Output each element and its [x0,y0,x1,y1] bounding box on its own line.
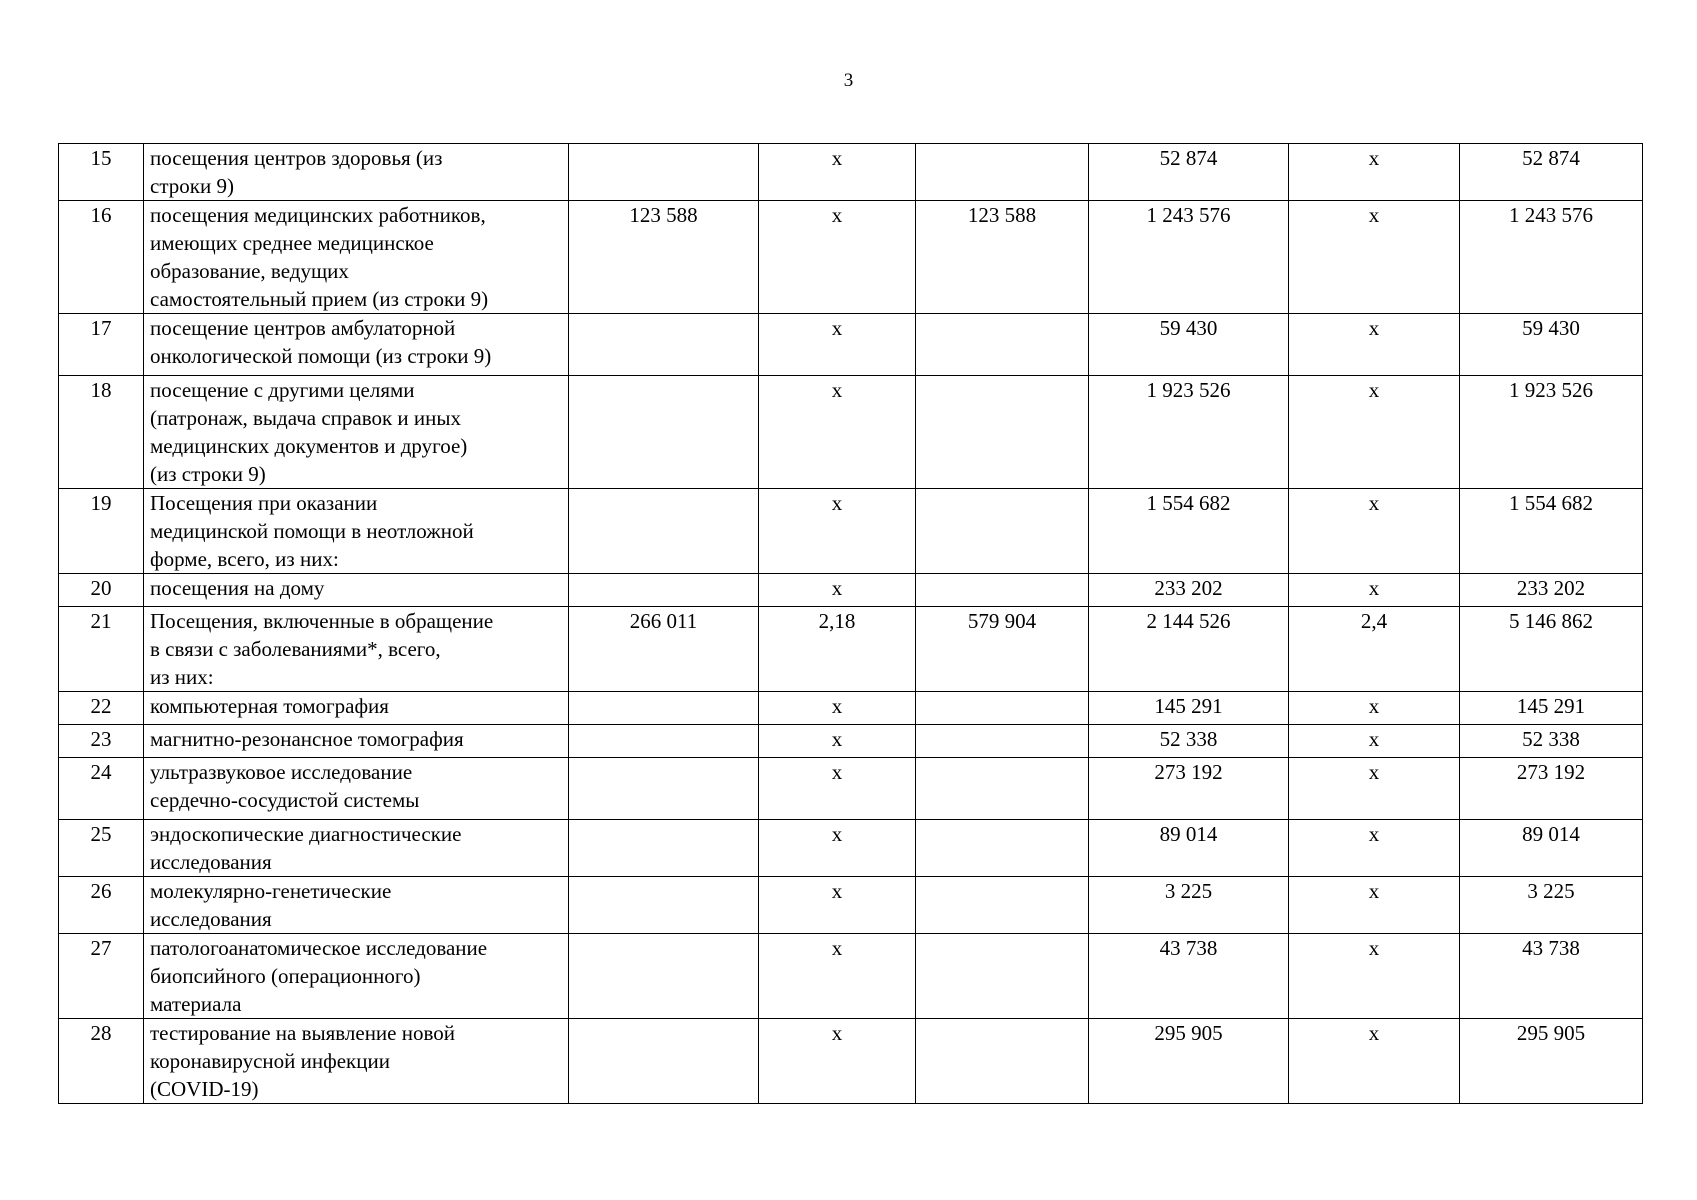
col3-value-cell-text: 123 588 [967,203,1037,227]
row-number-cell [59,376,144,489]
col3-value-cell-text: 579 904 [967,609,1037,633]
col4-value-cell [1089,725,1289,758]
col4-value-cell-text: 295 905 [1154,1021,1223,1045]
col4-value-cell [1089,574,1289,607]
row-name-cell [144,314,569,376]
table-row [59,489,1643,574]
col6-value-cell-text: 5 146 862 [1509,609,1593,633]
row-number-cell [59,607,144,692]
row-number-cell [59,574,144,607]
table-row [59,877,1643,934]
col6-value-cell-text: 3 225 [1527,879,1575,903]
col6-value-cell [1460,574,1643,607]
col4-value-cell [1089,1019,1289,1104]
col2-value-cell-text: x [831,1021,843,1045]
col6-value-cell [1460,144,1643,201]
row-number-cell-text: 19 [90,491,112,515]
col3-value-cell [916,607,1089,692]
table-row [59,574,1643,607]
row-name-cell-text: ультразвуковое исследование сердечно-сосудистой системы [150,760,420,812]
row-number-cell [59,934,144,1019]
row-number-cell-text: 28 [90,1021,112,1045]
col4-value-cell-text: 89 014 [1159,822,1218,846]
col4-value-cell-text: 43 738 [1159,936,1218,960]
col3-value-cell [916,725,1089,758]
col1-value-cell [569,144,759,201]
col4-value-cell-text: 52 338 [1159,727,1218,751]
col5-value-cell-text: x [1368,1021,1380,1045]
col2-value-cell-text: x [831,576,843,600]
col2-value-cell-text: x [831,378,843,402]
col6-value-cell [1460,376,1643,489]
row-number-cell-text: 22 [90,694,112,718]
page-number: 3 [843,70,854,91]
table-row [59,144,1643,201]
row-name-cell-text: эндоскопические диагностические исследования [150,822,462,874]
col2-value-cell [759,201,916,314]
col6-value-cell-text: 273 192 [1516,760,1586,784]
col2-value-cell [759,607,916,692]
col5-value-cell-text: x [1368,146,1380,170]
col4-value-cell-text: 59 430 [1159,316,1218,340]
col5-value-cell [1289,314,1460,376]
col5-value-cell [1289,1019,1460,1104]
col4-value-cell [1089,607,1289,692]
row-name-cell [144,692,569,725]
col1-value-cell [569,1019,759,1104]
col5-value-cell-text: x [1368,879,1380,903]
col5-value-cell [1289,489,1460,574]
data-table [58,143,1643,1104]
col3-value-cell [916,376,1089,489]
row-number-cell [59,201,144,314]
row-number-cell-text: 27 [90,936,112,960]
col5-value-cell [1289,144,1460,201]
row-number-cell [59,1019,144,1104]
col6-value-cell [1460,201,1643,314]
col5-value-cell-text: x [1368,694,1380,718]
row-name-cell-text: посещения центров здоровья (из строки 9) [150,146,443,198]
col2-value-cell-text: x [831,694,843,718]
row-number-cell-text: 25 [90,822,112,846]
row-name-cell [144,758,569,820]
table-row [59,934,1643,1019]
col2-value-cell-text: x [831,146,843,170]
col6-value-cell [1460,877,1643,934]
col4-value-cell-text: 1 554 682 [1146,491,1231,515]
col5-value-cell [1289,607,1460,692]
col1-value-cell [569,692,759,725]
col4-value-cell-text: 273 192 [1154,760,1223,784]
col2-value-cell [759,725,916,758]
row-name-cell-text: молекулярно-генетические исследования [150,879,392,931]
col6-value-cell-text: 1 923 526 [1509,378,1593,402]
col6-value-cell-text: 145 291 [1516,694,1586,718]
table-row [59,820,1643,877]
table-row [59,314,1643,376]
table-row [59,201,1643,314]
table-row [59,692,1643,725]
col2-value-cell [759,574,916,607]
table-body [59,144,1643,1104]
row-number-cell [59,725,144,758]
col1-value-cell [569,934,759,1019]
col5-value-cell [1289,692,1460,725]
col1-value-cell [569,574,759,607]
row-number-cell-text: 24 [90,760,112,784]
col3-value-cell [916,934,1089,1019]
col3-value-cell [916,758,1089,820]
col2-value-cell [759,934,916,1019]
col3-value-cell [916,877,1089,934]
row-name-cell [144,489,569,574]
col6-value-cell-text: 295 905 [1516,1021,1586,1045]
col4-value-cell [1089,314,1289,376]
col1-value-cell [569,725,759,758]
col6-value-cell-text: 1 243 576 [1509,203,1593,227]
row-number-cell-text: 17 [90,316,112,340]
col4-value-cell [1089,820,1289,877]
col2-value-cell [759,877,916,934]
row-name-cell [144,820,569,877]
col5-value-cell-text: x [1368,316,1380,340]
row-number-cell-text: 15 [90,146,112,170]
col2-value-cell-text: 2,18 [818,609,856,633]
row-name-cell-text: Посещения, включенные в обращение в связи с заболеваниями*, всего, из них: [150,609,494,689]
col2-value-cell [759,1019,916,1104]
row-name-cell-text: посещения на дому [150,576,325,600]
col5-value-cell-text: x [1368,491,1380,515]
row-name-cell-text: Посещения при оказании медицинской помощи в неотложной форме, всего, из них: [150,491,474,571]
col5-value-cell [1289,820,1460,877]
col1-value-cell [569,314,759,376]
row-name-cell [144,574,569,607]
row-name-cell [144,144,569,201]
col2-value-cell [759,692,916,725]
col4-value-cell-text: 2 144 526 [1146,609,1231,633]
col6-value-cell-text: 52 874 [1522,146,1580,170]
col3-value-cell [916,201,1089,314]
col4-value-cell [1089,376,1289,489]
col3-value-cell [916,574,1089,607]
col2-value-cell [759,314,916,376]
row-name-cell [144,201,569,314]
col1-value-cell [569,489,759,574]
col2-value-cell-text: x [831,879,843,903]
col4-value-cell-text: 52 874 [1159,146,1218,170]
col5-value-cell-text: x [1368,936,1380,960]
row-name-cell-text: компьютерная томография [150,694,389,718]
col1-value-cell [569,758,759,820]
col6-value-cell [1460,1019,1643,1104]
col6-value-cell-text: 59 430 [1522,316,1580,340]
row-name-cell [144,877,569,934]
col6-value-cell [1460,758,1643,820]
col4-value-cell-text: 233 202 [1154,576,1223,600]
col5-value-cell [1289,725,1460,758]
col2-value-cell [759,376,916,489]
row-name-cell [144,1019,569,1104]
col5-value-cell-text: x [1368,822,1380,846]
row-number-cell-text: 26 [90,879,112,903]
col4-value-cell-text: 145 291 [1154,694,1223,718]
col6-value-cell [1460,314,1643,376]
col5-value-cell [1289,758,1460,820]
row-number-cell [59,820,144,877]
col2-value-cell-text: x [831,316,843,340]
row-number-cell [59,692,144,725]
col4-value-cell [1089,934,1289,1019]
row-name-cell-text: посещение с другими целями (патронаж, выдача справок и иных медицинских документов и другое) (из строки 9) [150,378,468,486]
row-name-cell [144,376,569,489]
col6-value-cell [1460,489,1643,574]
row-number-cell [59,489,144,574]
col6-value-cell [1460,934,1643,1019]
col2-value-cell-text: x [831,936,843,960]
row-number-cell [59,877,144,934]
row-number-cell-text: 16 [90,203,112,227]
row-number-cell [59,758,144,820]
table-row [59,376,1643,489]
col1-value-cell-text: 123 588 [629,203,698,227]
col6-value-cell-text: 1 554 682 [1509,491,1593,515]
col2-value-cell-text: x [831,491,843,515]
col6-value-cell [1460,820,1643,877]
col2-value-cell [759,144,916,201]
col2-value-cell-text: x [831,760,843,784]
col4-value-cell [1089,144,1289,201]
table-row [59,758,1643,820]
col3-value-cell [916,489,1089,574]
col6-value-cell [1460,692,1643,725]
col2-value-cell-text: x [831,727,843,751]
col5-value-cell-text: x [1368,203,1380,227]
col1-value-cell [569,877,759,934]
row-name-cell-text: тестирование на выявление новой коронавирусной инфекции (COVID-19) [150,1021,455,1101]
row-name-cell-text: посещение центров амбулаторной онкологической помощи (из строки 9) [150,316,492,368]
col3-value-cell [916,144,1089,201]
col6-value-cell-text: 89 014 [1522,822,1580,846]
row-number-cell-text: 20 [90,576,112,600]
col6-value-cell-text: 52 338 [1522,727,1580,751]
col3-value-cell [916,692,1089,725]
col6-value-cell [1460,607,1643,692]
col5-value-cell-text: x [1368,576,1380,600]
col5-value-cell [1289,574,1460,607]
table-row [59,725,1643,758]
col3-value-cell [916,820,1089,877]
col1-value-cell [569,376,759,489]
col6-value-cell [1460,725,1643,758]
col5-value-cell [1289,376,1460,489]
col3-value-cell [916,1019,1089,1104]
col2-value-cell [759,758,916,820]
row-number-cell-text: 21 [90,609,112,633]
col3-value-cell [916,314,1089,376]
col5-value-cell-text: 2,4 [1360,609,1388,633]
table-row [59,607,1643,692]
col1-value-cell-text: 266 011 [629,609,698,633]
col1-value-cell [569,820,759,877]
col1-value-cell [569,201,759,314]
table-row [59,1019,1643,1104]
col5-value-cell [1289,877,1460,934]
row-name-cell-text: патологоанатомическое исследование биопсийного (операционного) материала [150,936,488,1016]
col4-value-cell-text: 3 225 [1164,879,1213,903]
col2-value-cell [759,820,916,877]
col4-value-cell-text: 1 923 526 [1146,378,1231,402]
col4-value-cell [1089,758,1289,820]
col5-value-cell-text: x [1368,378,1380,402]
row-number-cell-text: 23 [90,727,112,751]
col4-value-cell [1089,489,1289,574]
col4-value-cell [1089,692,1289,725]
col1-value-cell [569,607,759,692]
row-number-cell [59,314,144,376]
col2-value-cell [759,489,916,574]
row-name-cell-text: посещения медицинских работников, имеющих среднее медицинское образование, ведущих самостоятельный прием (из строки 9) [150,203,489,311]
col4-value-cell [1089,877,1289,934]
col2-value-cell-text: x [831,822,843,846]
col4-value-cell [1089,201,1289,314]
row-name-cell [144,725,569,758]
col2-value-cell-text: x [831,203,843,227]
col5-value-cell [1289,201,1460,314]
col5-value-cell [1289,934,1460,1019]
col5-value-cell-text: x [1368,760,1380,784]
row-number-cell-text: 18 [90,378,112,402]
col6-value-cell-text: 233 202 [1516,576,1586,600]
row-name-cell-text: магнитно-резонансное томография [150,727,464,751]
row-name-cell [144,934,569,1019]
row-number-cell [59,144,144,201]
col5-value-cell-text: x [1368,727,1380,751]
col4-value-cell-text: 1 243 576 [1146,203,1231,227]
col6-value-cell-text: 43 738 [1522,936,1580,960]
row-name-cell [144,607,569,692]
